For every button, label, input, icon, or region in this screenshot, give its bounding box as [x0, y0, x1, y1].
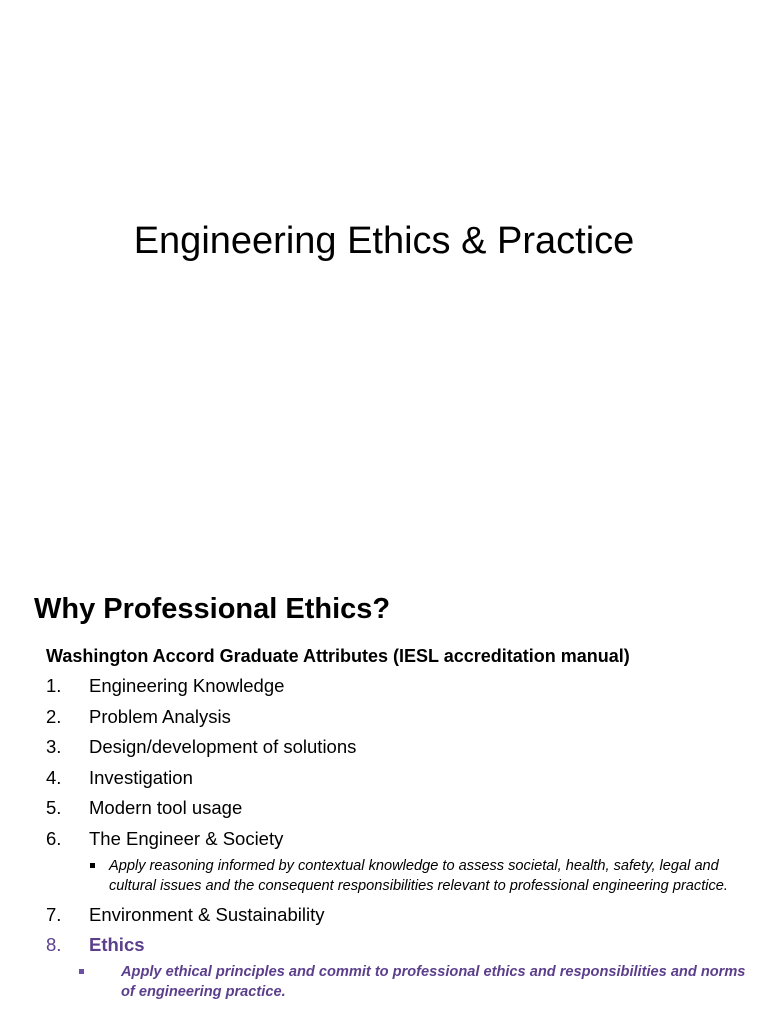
list-item	[46, 735, 746, 759]
list-item-label: Modern tool usage	[89, 797, 243, 819]
list-item-number: 4.	[46, 766, 62, 788]
list-item-number: 6.	[46, 827, 62, 849]
list-item-label: Environment & Sustainability	[89, 903, 325, 925]
slide-heading: Why Professional Ethics?	[34, 593, 391, 625]
list-item-number: 2.	[46, 705, 62, 727]
list-item-detail	[46, 856, 746, 897]
list-item-number: 1.	[46, 675, 62, 696]
list-item	[46, 796, 746, 820]
content-slide	[0, 576, 768, 1024]
list-item-number: 8.	[46, 934, 62, 956]
detail-text: Apply ethical principles and commit to professional ethics and responsibilities and norms of engineering practice.	[121, 963, 746, 1001]
square-bullet-icon	[78, 962, 121, 1003]
list-item-detail-highlighted	[46, 962, 746, 1003]
list-item-number: 7.	[46, 903, 62, 925]
square-bullet-icon	[89, 856, 109, 897]
list-item-number: 5.	[46, 797, 62, 819]
list-item	[46, 766, 746, 790]
slide-subheading: Washington Accord Graduate Attributes (IESL accreditation manual)	[46, 646, 630, 666]
list-item-label: Design/development of solutions	[89, 736, 357, 758]
attributes-list	[46, 674, 746, 1009]
list-item	[46, 705, 746, 729]
list-item-label: Investigation	[89, 766, 193, 788]
list-item	[46, 674, 746, 698]
list-item-label: Problem Analysis	[89, 705, 231, 727]
list-item-label: Engineering Knowledge	[89, 675, 285, 696]
list-item-label: The Engineer & Society	[89, 827, 284, 849]
list-item-number: 3.	[46, 736, 62, 758]
list-item-highlighted	[46, 933, 746, 957]
list-item	[46, 903, 746, 927]
detail-text: Apply reasoning informed by contextual knowledge to assess societal, health, safety, legal and cultural issues and the consequent responsibilities relevant to professional engineering practice.	[109, 857, 728, 895]
list-item-label: Ethics	[89, 934, 145, 956]
slide-title: Engineering Ethics & Practice	[133, 220, 635, 262]
list-item	[46, 827, 746, 851]
